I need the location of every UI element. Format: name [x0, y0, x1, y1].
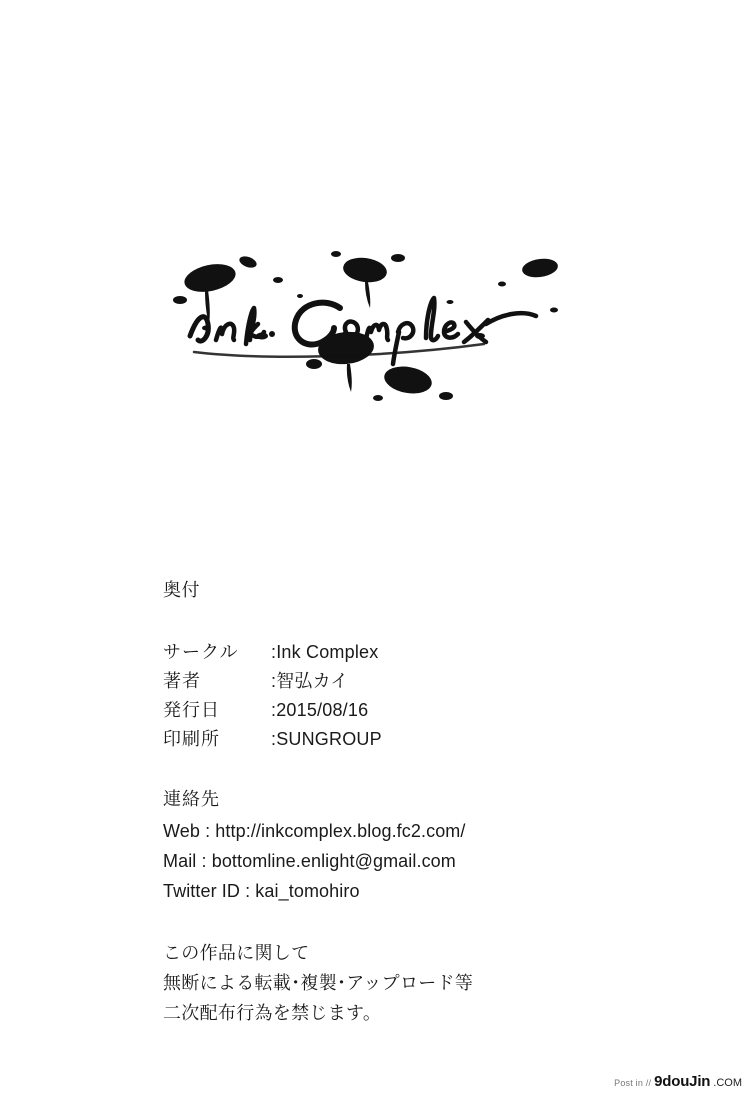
watermark-brand: 9douJin [654, 1073, 711, 1090]
table-row [163, 667, 382, 696]
ink-complex-logo [150, 240, 570, 420]
table-row [163, 696, 382, 725]
info-value-author: :智弘カイ [271, 670, 349, 691]
info-value-printer: :SUNGROUP [271, 728, 382, 749]
watermark-prefix: Post in // [614, 1078, 652, 1088]
info-label-circle: サークル [163, 641, 239, 662]
colophon-heading: 奥付 [163, 580, 200, 600]
info-label-author: 著者 [163, 670, 201, 691]
info-value-release-date: :2015/08/16 [271, 699, 369, 720]
contact-block [163, 784, 683, 906]
copyright-notice [163, 938, 683, 1028]
site-watermark [614, 1073, 742, 1090]
contact-twitter[interactable]: Twitter ID : kai_tomohiro [163, 880, 360, 901]
contact-mail[interactable]: Mail : bottomline.enlight@gmail.com [163, 850, 456, 871]
contact-heading: 連絡先 [163, 788, 220, 809]
colophon-section [163, 580, 683, 1028]
logo-artwork [150, 240, 570, 420]
info-label-release-date: 発行日 [163, 699, 220, 720]
notice-line-1: この作品に関して [163, 942, 310, 963]
colophon-info-table [163, 638, 382, 754]
table-row [163, 638, 382, 667]
notice-line-2: 無断による転載･複製･アップロード等 [163, 972, 474, 993]
contact-web[interactable]: Web : http://inkcomplex.blog.fc2.com/ [163, 820, 466, 841]
notice-line-3: 二次配布行為を禁じます。 [163, 1002, 382, 1023]
table-row [163, 725, 382, 754]
watermark-suffix: .COM [713, 1077, 742, 1089]
info-label-printer: 印刷所 [163, 728, 220, 749]
info-value-circle: :Ink Complex [271, 641, 379, 662]
